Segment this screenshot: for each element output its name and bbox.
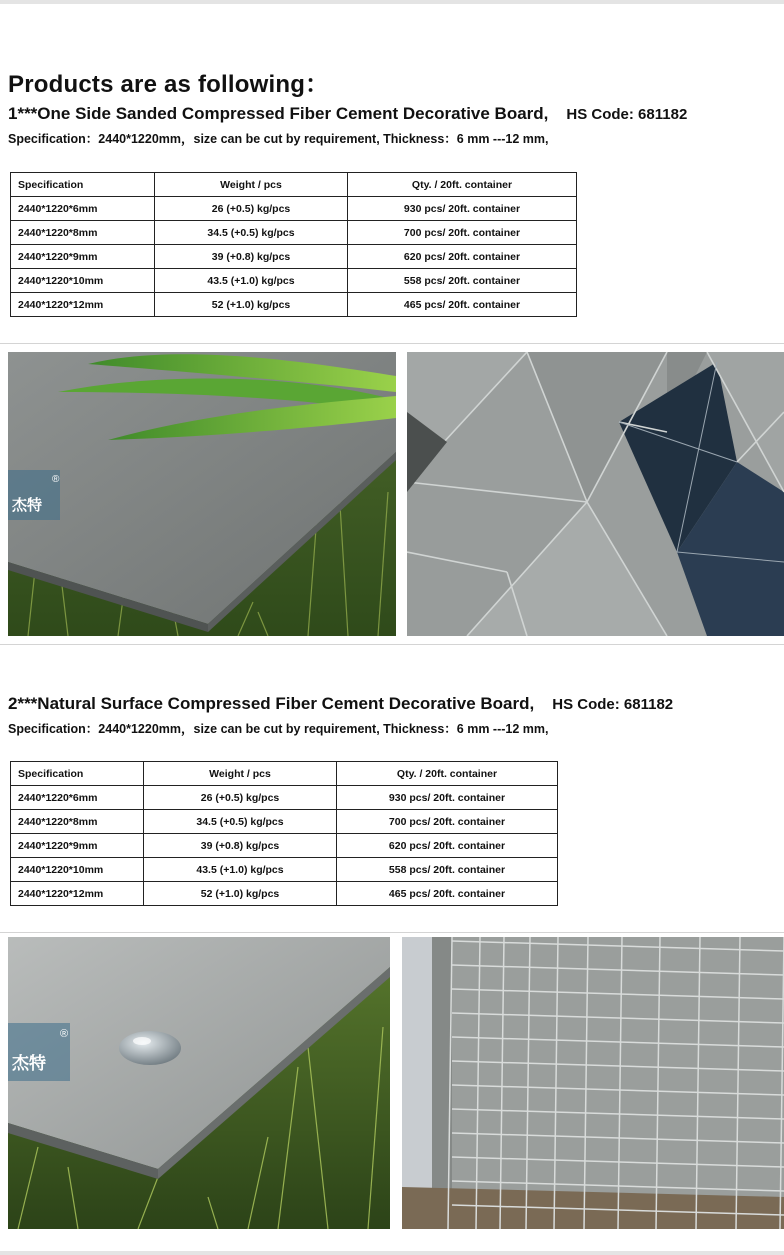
natural-board-photo: [8, 937, 390, 1229]
product-2-spec-table: [10, 761, 558, 906]
table-header-row: [11, 173, 577, 197]
page-heading: Products are as following：: [8, 71, 330, 98]
product-1-title: [8, 104, 687, 124]
cell-qty: 620 pcs/ 20ft. container: [337, 834, 558, 858]
table-row: [11, 858, 558, 882]
product-2-specification: Specification：2440*1220mm，size can be cut by requirement, Thickness：6 mm ---12 mm,: [8, 722, 549, 736]
table-row: [11, 882, 558, 906]
table-row: [11, 221, 577, 245]
table-row: [11, 269, 577, 293]
cell-specification: 2440*1220*10mm: [11, 858, 144, 882]
table-header-row: [11, 762, 558, 786]
bottom-border: [0, 1251, 784, 1255]
cell-qty: 700 pcs/ 20ft. container: [348, 221, 577, 245]
product-1-name: 1***One Side Sanded Compressed Fiber Cement Decorative Board,: [8, 104, 549, 123]
table-row: [11, 245, 577, 269]
cell-weight: 34.5 (+0.5) kg/pcs: [144, 810, 337, 834]
cell-specification: 2440*1220*12mm: [11, 293, 155, 317]
divider: [0, 932, 784, 933]
cell-weight: 52 (+1.0) kg/pcs: [155, 293, 348, 317]
watermark-registered-mark: ®: [52, 474, 60, 485]
product-1-specification: Specification：2440*1220mm，size can be cut by requirement, Thickness：6 mm ---12 mm,: [8, 132, 549, 146]
divider: [0, 644, 784, 645]
table-row: [11, 786, 558, 810]
cell-weight: 39 (+0.8) kg/pcs: [155, 245, 348, 269]
product-2-hs-code: HS Code: 681182: [552, 696, 674, 713]
table-row: [11, 293, 577, 317]
cell-qty: 620 pcs/ 20ft. container: [348, 245, 577, 269]
cell-qty: 558 pcs/ 20ft. container: [348, 269, 577, 293]
divider: [0, 343, 784, 344]
cell-weight: 43.5 (+1.0) kg/pcs: [144, 858, 337, 882]
cell-weight: 26 (+0.5) kg/pcs: [155, 197, 348, 221]
cell-qty: 930 pcs/ 20ft. container: [348, 197, 577, 221]
cell-specification: 2440*1220*9mm: [11, 834, 144, 858]
triangle-facade-photo: [407, 352, 784, 636]
cell-qty: 930 pcs/ 20ft. container: [337, 786, 558, 810]
watermark-registered-mark: ®: [60, 1028, 69, 1040]
table-row: [11, 834, 558, 858]
product-1-hs-code: HS Code: 681182: [566, 106, 688, 123]
cell-weight: 52 (+1.0) kg/pcs: [144, 882, 337, 906]
table-row: [11, 197, 577, 221]
header-qty: Qty. / 20ft. container: [348, 173, 577, 197]
watermark-logo-text: 杰特: [12, 496, 43, 514]
cell-specification: 2440*1220*8mm: [11, 810, 144, 834]
cell-weight: 34.5 (+0.5) kg/pcs: [155, 221, 348, 245]
cell-qty: 700 pcs/ 20ft. container: [337, 810, 558, 834]
cell-specification: 2440*1220*10mm: [11, 269, 155, 293]
header-specification: Specification: [11, 762, 144, 786]
cell-weight: 26 (+0.5) kg/pcs: [144, 786, 337, 810]
cell-specification: 2440*1220*9mm: [11, 245, 155, 269]
header-weight: Weight / pcs: [155, 173, 348, 197]
cell-weight: 43.5 (+1.0) kg/pcs: [155, 269, 348, 293]
header-specification: Specification: [11, 173, 155, 197]
cell-specification: 2440*1220*6mm: [11, 197, 155, 221]
header-qty: Qty. / 20ft. container: [337, 762, 558, 786]
cell-qty: 465 pcs/ 20ft. container: [337, 882, 558, 906]
sanded-board-photo: [8, 352, 396, 636]
header-weight: Weight / pcs: [144, 762, 337, 786]
cell-qty: 465 pcs/ 20ft. container: [348, 293, 577, 317]
cell-specification: 2440*1220*6mm: [11, 786, 144, 810]
cell-specification: 2440*1220*12mm: [11, 882, 144, 906]
cell-specification: 2440*1220*8mm: [11, 221, 155, 245]
cell-weight: 39 (+0.8) kg/pcs: [144, 834, 337, 858]
product-1-spec-table: [10, 172, 577, 317]
product-2-name: 2***Natural Surface Compressed Fiber Cement Decorative Board,: [8, 694, 535, 713]
grid-facade-photo: [402, 937, 784, 1229]
table-row: [11, 810, 558, 834]
cell-qty: 558 pcs/ 20ft. container: [337, 858, 558, 882]
product-2-title: [8, 694, 673, 714]
watermark-logo-text: 杰特: [12, 1054, 46, 1074]
